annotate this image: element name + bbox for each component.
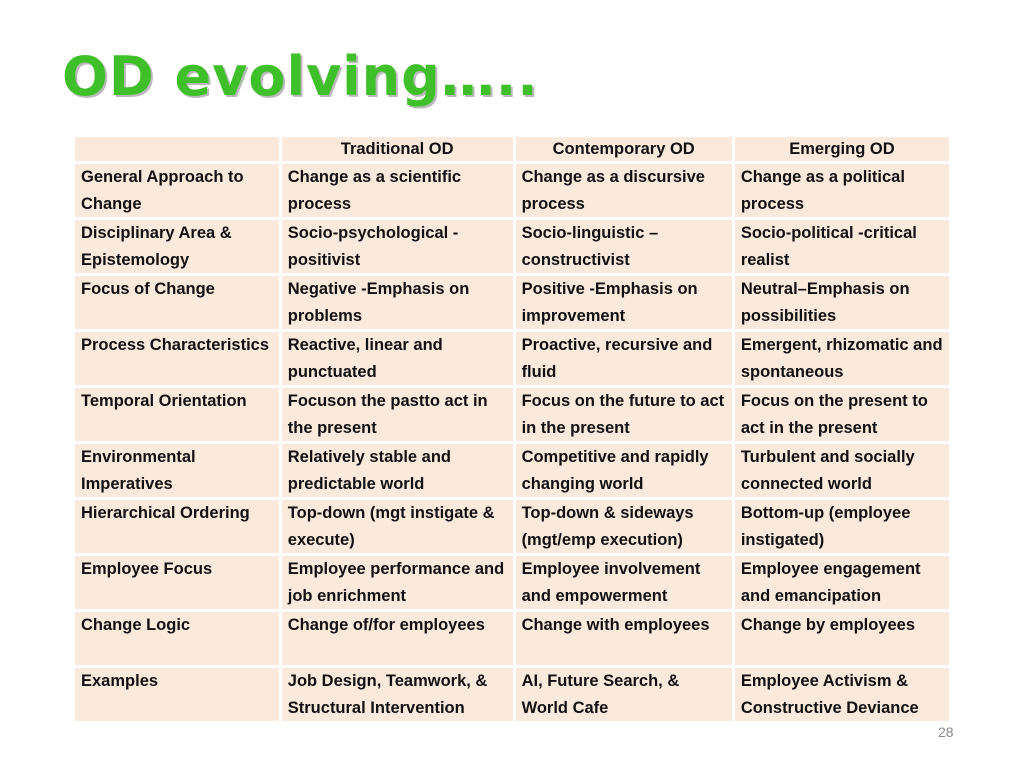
table-row — [75, 220, 949, 273]
emerging-od-cell: Emergent, rhizomatic and spontaneous — [735, 332, 949, 385]
row-label-cell: Employee Focus — [75, 556, 279, 609]
header-cell-empty — [75, 137, 279, 161]
emerging-od-cell: Bottom-up (employee instigated) — [735, 500, 949, 553]
row-label-cell: General Approach to Change — [75, 164, 279, 217]
contemporary-od-cell: Employee involvement and empowerment — [516, 556, 732, 609]
row-label-cell: Examples — [75, 668, 279, 721]
od-comparison-table — [72, 134, 952, 724]
contemporary-od-cell: Positive -Emphasis on improvement — [516, 276, 732, 329]
emerging-od-cell: Neutral–Emphasis on possibilities — [735, 276, 949, 329]
traditional-od-cell: Relatively stable and predictable world — [282, 444, 513, 497]
table-row — [75, 612, 949, 665]
table-row — [75, 556, 949, 609]
table-row — [75, 668, 949, 721]
traditional-od-cell: Negative -Emphasis on problems — [282, 276, 513, 329]
table-row — [75, 332, 949, 385]
emerging-od-cell: Employee engagement and emancipation — [735, 556, 949, 609]
contemporary-od-cell: Socio-linguistic – constructivist — [516, 220, 732, 273]
table-header-row — [75, 137, 949, 161]
row-label-cell: Disciplinary Area & Epistemology — [75, 220, 279, 273]
row-label-cell: Process Characteristics — [75, 332, 279, 385]
traditional-od-cell: Top-down (mgt instigate & execute) — [282, 500, 513, 553]
traditional-od-cell: Change as a scientific process — [282, 164, 513, 217]
header-cell-traditional-od: Traditional OD — [282, 137, 513, 161]
header-cell-emerging-od: Emerging OD — [735, 137, 949, 161]
page-number: 28 — [938, 724, 954, 740]
table-row — [75, 500, 949, 553]
emerging-od-cell: Change by employees — [735, 612, 949, 665]
traditional-od-cell: Change of/for employees — [282, 612, 513, 665]
contemporary-od-cell: Change with employees — [516, 612, 732, 665]
row-label-cell: Focus of Change — [75, 276, 279, 329]
traditional-od-cell: Focuson the pastto act in the present — [282, 388, 513, 441]
emerging-od-cell: Focus on the present to act in the present — [735, 388, 949, 441]
table-row — [75, 164, 949, 217]
table-row — [75, 444, 949, 497]
traditional-od-cell: Employee performance and job enrichment — [282, 556, 513, 609]
row-label-cell: Change Logic — [75, 612, 279, 665]
emerging-od-cell: Turbulent and socially connected world — [735, 444, 949, 497]
contemporary-od-cell: Change as a discursive process — [516, 164, 732, 217]
contemporary-od-cell: Top-down & sideways (mgt/emp execution) — [516, 500, 732, 553]
traditional-od-cell: Reactive, linear and punctuated — [282, 332, 513, 385]
traditional-od-cell: Job Design, Teamwork, & Structural Intervention — [282, 668, 513, 721]
emerging-od-cell: Socio-political -critical realist — [735, 220, 949, 273]
contemporary-od-cell: AI, Future Search, & World Cafe — [516, 668, 732, 721]
table-row — [75, 276, 949, 329]
slide-title: OD evolving….. — [62, 45, 539, 108]
contemporary-od-cell: Competitive and rapidly changing world — [516, 444, 732, 497]
emerging-od-cell: Employee Activism & Constructive Deviance — [735, 668, 949, 721]
table-row — [75, 388, 949, 441]
emerging-od-cell: Change as a political process — [735, 164, 949, 217]
row-label-cell: Temporal Orientation — [75, 388, 279, 441]
contemporary-od-cell: Focus on the future to act in the present — [516, 388, 732, 441]
header-cell-contemporary-od: Contemporary OD — [516, 137, 732, 161]
traditional-od-cell: Socio-psychological - positivist — [282, 220, 513, 273]
contemporary-od-cell: Proactive, recursive and fluid — [516, 332, 732, 385]
row-label-cell: Hierarchical Ordering — [75, 500, 279, 553]
row-label-cell: Environmental Imperatives — [75, 444, 279, 497]
